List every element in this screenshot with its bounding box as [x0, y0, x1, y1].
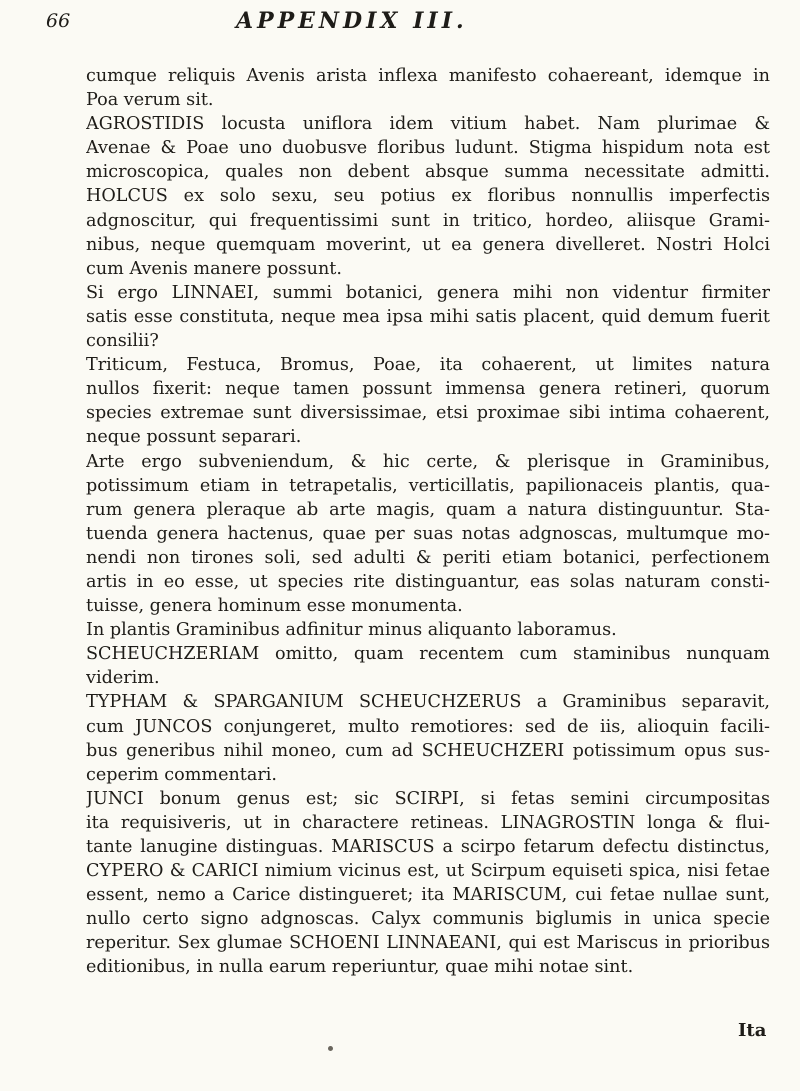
ink-speck [328, 1046, 333, 1051]
text-line: satis esse constituta, neque mea ipsa mihi satis placent, quid demum fuerit [86, 306, 770, 327]
text-line: bus generibus nihil moneo, cum ad SCHEUCHZERI potissimum opus sus- [86, 740, 770, 761]
text-line: In plantis Graminibus adfinitur minus aliquanto laboramus. [86, 620, 617, 641]
text-line: adgnoscitur, qui frequentissimi sunt in tritico, hordeo, aliisque Grami- [86, 210, 770, 231]
text-line: tuisse, genera hominum esse monumenta. [86, 596, 463, 617]
text-line: nullo certo signo adgnoscas. Calyx communis biglumis in unica specie [86, 909, 770, 930]
text-line: tante lanugine distinguas. MARISCUS a scirpo fetarum defectu distinctus, [86, 837, 770, 857]
text-line: potissimum etiam in tetrapetalis, verticillatis, papilionaceis plantis, qua- [86, 475, 770, 496]
text-line: TYPHAM & SPARGANIUM SCHEUCHZERUS a Graminibus separavit, [86, 692, 770, 713]
text-line: Arte ergo subveniendum, & hic certe, & plerisque in Graminibus, [86, 451, 770, 472]
running-head: APPENDIX III. [236, 8, 468, 34]
text-line: tuenda genera hactenus, quae per suas notas adgnoscas, multumque mo- [86, 523, 770, 544]
text-line: nullos fixerit: neque tamen possunt immensa genera retineri, quorum [86, 379, 770, 400]
text-line: artis in eo esse, ut species rite distinguantur, eas solas naturam consti- [86, 571, 770, 592]
text-line: Avenae & Poae uno duobusve floribus ludunt. Stigma hispidum nota est [86, 138, 770, 159]
text-line: Triticum, Festuca, Bromus, Poae, ita cohaerent, ut limites natura [86, 355, 770, 376]
page-body [86, 64, 770, 980]
text-line: CYPERO & CARICI nimium vicinus est, ut Scirpum equiseti spica, nisi fetae [86, 861, 770, 882]
text-line: cumque reliquis Avenis arista inflexa manifesto cohaereant, idemque in [86, 66, 770, 86]
text-line: cum Avenis manere possunt. [86, 258, 342, 279]
text-line: JUNCI bonum genus est; sic SCIRPI, si fetas semini circumpositas [86, 788, 770, 809]
text-line: Si ergo LINNAEI, summi botanici, genera mihi non videntur firmiter [86, 282, 770, 303]
text-line: species extremae sunt diversissimae, etsi proximae sibi intima cohaerent, [86, 403, 770, 424]
text-line: reperitur. Sex glumae SCHOENI LINNAEANI, qui est Mariscus in prioribus [86, 933, 770, 954]
text-line: consilii? [86, 331, 159, 352]
text-line: HOLCUS ex solo sexu, seu potius ex floribus nonnullis imperfectis [86, 186, 770, 207]
text-line: microscopica, quales non debent absque summa necessitate admitti. [86, 162, 770, 183]
text-line: SCHEUCHZERIAM omitto, quam recentem cum staminibus nunquam [86, 644, 770, 665]
text-line: essent, nemo a Carice distingueret; ita MARISCUM, cui fetae nullae sunt, [86, 885, 770, 906]
text-line: Poa verum sit. [86, 90, 214, 111]
page-header [0, 0, 800, 62]
text-line: AGROSTIDIS locusta uniflora idem vitium habet. Nam plurimae & [86, 114, 770, 135]
text-line: ita requisiveris, ut in charactere retineas. LINAGROSTIN longa & flui- [86, 812, 770, 833]
text-line: neque possunt separari. [86, 427, 302, 448]
text-line: cum JUNCOS conjungeret, multo remotiores: sed de iis, alioquin facili- [86, 716, 770, 737]
text-line: nendi non tirones soli, sed adulti & periti etiam botanici, perfectionem [86, 547, 770, 568]
page-number: 66 [46, 10, 71, 32]
text-line: viderim. [86, 668, 160, 689]
text-line: rum genera pleraque ab arte magis, quam a natura distinguuntur. Sta- [86, 499, 770, 520]
text-line: editionibus, in nulla earum reperiuntur, quae mihi notae sint. [86, 957, 634, 978]
text-line: nibus, neque quemquam moverint, ut ea genera divelleret. Nostri Holci [86, 234, 770, 255]
catchword: Ita [738, 1020, 767, 1041]
text-line: ceperim commentari. [86, 764, 277, 785]
